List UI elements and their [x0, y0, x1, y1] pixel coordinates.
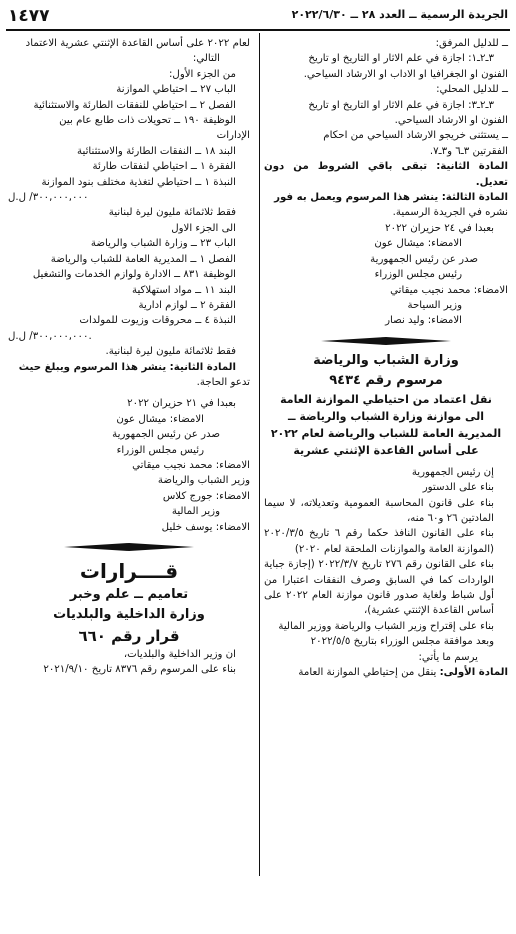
text-line: ٣ـ٢ـ١: اجازة في علم الاثار او التاريخ او تاريخ	[308, 53, 494, 65]
text-line: ٣ـ٢ـ٣: اجازة في علم الاثار او التاريخ او تاريخ	[308, 99, 494, 111]
text-line: الإدارات	[216, 130, 250, 142]
signature-line: الامضاء: وليد نصار	[385, 315, 462, 327]
text-line: النبذة ٤ ــ محروقات وزيوت للمولدات	[79, 315, 236, 327]
preamble-line: بناء على قانون المحاسبة العمومية وتعديلاته، لا سيما المادتين ٢٦ و٦٠ منه،	[264, 497, 494, 524]
amount-line: ٣٠٠,٠٠٠,٠٠٠/ ل.ل.	[8, 330, 92, 342]
decree-subject: نقل اعتماد من احتياطي الموازنة العامة	[280, 392, 492, 406]
text-line: الفنون او الجغرافيا او الاداب او الارشاد السياحي.	[303, 68, 508, 80]
signing-place-date: بعبدا في ٢١ حزيران ٢٠٢٢	[127, 398, 236, 410]
preamble-line: بناء على المرسوم رقم ٨٣٧٦ تاريخ ٢٠٢١/٩/١٠	[43, 664, 236, 676]
text-line: المادة الثانية: ينشر هذا المرسوم ويبلغ حيث	[18, 361, 236, 373]
preamble-line: إن رئيس الجمهورية	[411, 466, 494, 478]
amount-line: ٣٠٠,٠٠٠,٠٠٠/ ل.ل	[8, 192, 89, 204]
subsection-title: تعاميم ــ علم وخبر	[69, 587, 189, 602]
preamble-line: بناء على القانون النافذ حكما رقم ٦ تاريخ ٢٠٢٠/٣/٥ (الموازنة العامة والموازنات الملحقة لعام ٢٠٢٠)	[264, 528, 495, 555]
signature-line: وزير السياحة	[407, 299, 462, 311]
text-line: الى الجزء الاول	[171, 222, 236, 234]
text-line: لعام ٢٠٢٢ على أساس القاعدة الإثنتي عشرية الاعتماد	[25, 38, 250, 49]
gazette-issue-title: الجريدة الرسمية ــ العدد ٢٨ ــ ٢٠٢٢/٦/٣٠	[291, 8, 508, 21]
signature-line: الامضاء: محمد نجيب ميقاتي	[132, 459, 250, 471]
signature-line: رئيس مجلس الوزراء	[116, 444, 204, 456]
signature-line: وزير المالية	[171, 506, 220, 518]
text-line: ــ للدليل المرفق:	[435, 38, 508, 49]
page-number: ١٤٧٧	[8, 6, 50, 26]
text-line: فقط ثلاثمائة مليون ليرة لبنانية	[108, 207, 236, 219]
decree-subject: الى موازنة وزارة الشباب والرياضة ــ	[288, 409, 484, 423]
column-divider	[259, 33, 260, 876]
signature-line: صدر عن رئيس الجمهورية	[112, 429, 220, 441]
header-rule	[6, 29, 510, 31]
text-line: الفقرتين ٣ـ٦ و٣ـ٧.	[429, 145, 508, 157]
left-column	[8, 36, 250, 678]
text-line: الفقرة ١ ــ احتياطي لنفقات طارئة	[92, 161, 236, 173]
signature-line: الامضاء: يوسف خليل	[161, 521, 250, 533]
text-line: من الجزء الأول:	[168, 68, 236, 80]
ministry-heading: وزارة الداخلية والبلديات	[53, 607, 205, 622]
preamble-line: بناء على إقتراح وزير الشباب والرياضة ووزير المالية	[278, 620, 494, 632]
text-line: فقط ثلاثمائة مليون ليرة لبنانية.	[105, 346, 236, 358]
text-line: الوظيفة ٨٣١ ــ الادارة ولوازم الخدمات والتشغيل	[32, 269, 236, 281]
signature-line: وزير الشباب والرياضة	[157, 475, 250, 487]
signature-line: الامضاء: ميشال عون	[116, 413, 204, 425]
signature-line: الامضاء: محمد نجيب ميقاتي	[390, 284, 508, 296]
text-line: نشره في الجريدة الرسمية.	[392, 207, 508, 219]
section-divider-ornament	[264, 337, 508, 345]
text-line: البند ١٨ ــ النفقات الطارئة والاستثنائية	[77, 145, 236, 157]
article-text: ينقل من إحتياطي الموازنة العامة	[298, 667, 437, 678]
preamble-line: ان وزير الداخلية والبلديات،	[123, 649, 236, 660]
decision-number: قرار رقم ٦٦٠	[78, 627, 180, 645]
text-line: الفصل ٢ ــ احتياطي للنفقات الطارئة والاستثنائية	[33, 99, 236, 111]
text-line: النبذة ١ ــ احتياطي لتغذية مختلف بنود الموازنة	[41, 176, 236, 188]
preamble-line: بناء على القانون رقم ٢٧٦ تاريخ ٢٠٢٢/٣/٧ (إجازة جباية الواردات كما في السابق وصرف النفقات اعتبارا من أول شباط ولغاية صدور قانون موازنة العام ٢٠٢٢ على أساس القاعدة الإثنتي عشرية)،	[264, 559, 495, 617]
page-header	[6, 6, 510, 28]
text-line: المادة الثانية: تبقى باقي الشروط من دون تعديل.	[264, 161, 508, 188]
decree-number: مرسوم رقم ٩٤٣٤	[329, 372, 443, 388]
decree-subject: على أساس القاعدة الإثنتي عشرية	[293, 443, 479, 457]
text-line: ــ للدليل المحلي:	[436, 84, 508, 96]
decree-subject: المديرية العامة للشباب والرياضة لعام ٢٠٢٢	[270, 426, 502, 440]
text-line: المادة الثالثة: ينشر هذا المرسوم ويعمل به فور	[274, 192, 508, 204]
section-title: قــــرارات	[79, 559, 179, 583]
article-label: المادة الأولى:	[439, 667, 508, 678]
preamble-line: يرسم ما يأتي:	[418, 651, 478, 663]
text-line: تدعو الحاجة.	[196, 376, 250, 388]
text-line: الفقرة ٢ ــ لوازم ادارية	[138, 299, 236, 311]
text-line: البند ١١ ــ مواد استهلاكية	[132, 284, 236, 296]
signing-place-date: بعبدا في ٢٤ حزيران ٢٠٢٢	[385, 222, 494, 234]
signature-line: صدر عن رئيس الجمهورية	[370, 253, 478, 265]
signature-line: رئيس مجلس الوزراء	[374, 269, 462, 281]
article-line	[264, 665, 508, 680]
text-line: الباب ٢٣ ــ وزارة الشباب والرياضة	[90, 238, 236, 250]
text-line: الفصل ١ ــ المديرية العامة للشباب والرياضة	[50, 253, 236, 265]
text-line: الوظيفة ١٩٠ ــ تحويلات ذات طابع عام بين	[59, 115, 236, 127]
text-line: الفنون او الارشاد السياحي.	[394, 115, 508, 127]
right-column	[264, 36, 508, 680]
section-divider-ornament	[8, 543, 250, 551]
preamble-line: وبعد موافقة مجلس الوزراء بتاريخ ٢٠٢٢/٥/٥	[310, 636, 494, 648]
text-line: ــ يستثنى خريجو الارشاد السياحي من احكام	[323, 130, 508, 142]
signature-line: الامضاء: ميشال عون	[374, 238, 462, 250]
text-line: الباب ٢٧ ــ احتياطي الموازنة	[116, 84, 236, 96]
preamble-line: بناء على الدستور	[422, 482, 494, 494]
text-line: التالي:	[192, 53, 220, 65]
ministry-heading: وزارة الشباب والرياضة	[313, 352, 459, 368]
signature-line: الامضاء: جورج كلاس	[162, 490, 250, 502]
